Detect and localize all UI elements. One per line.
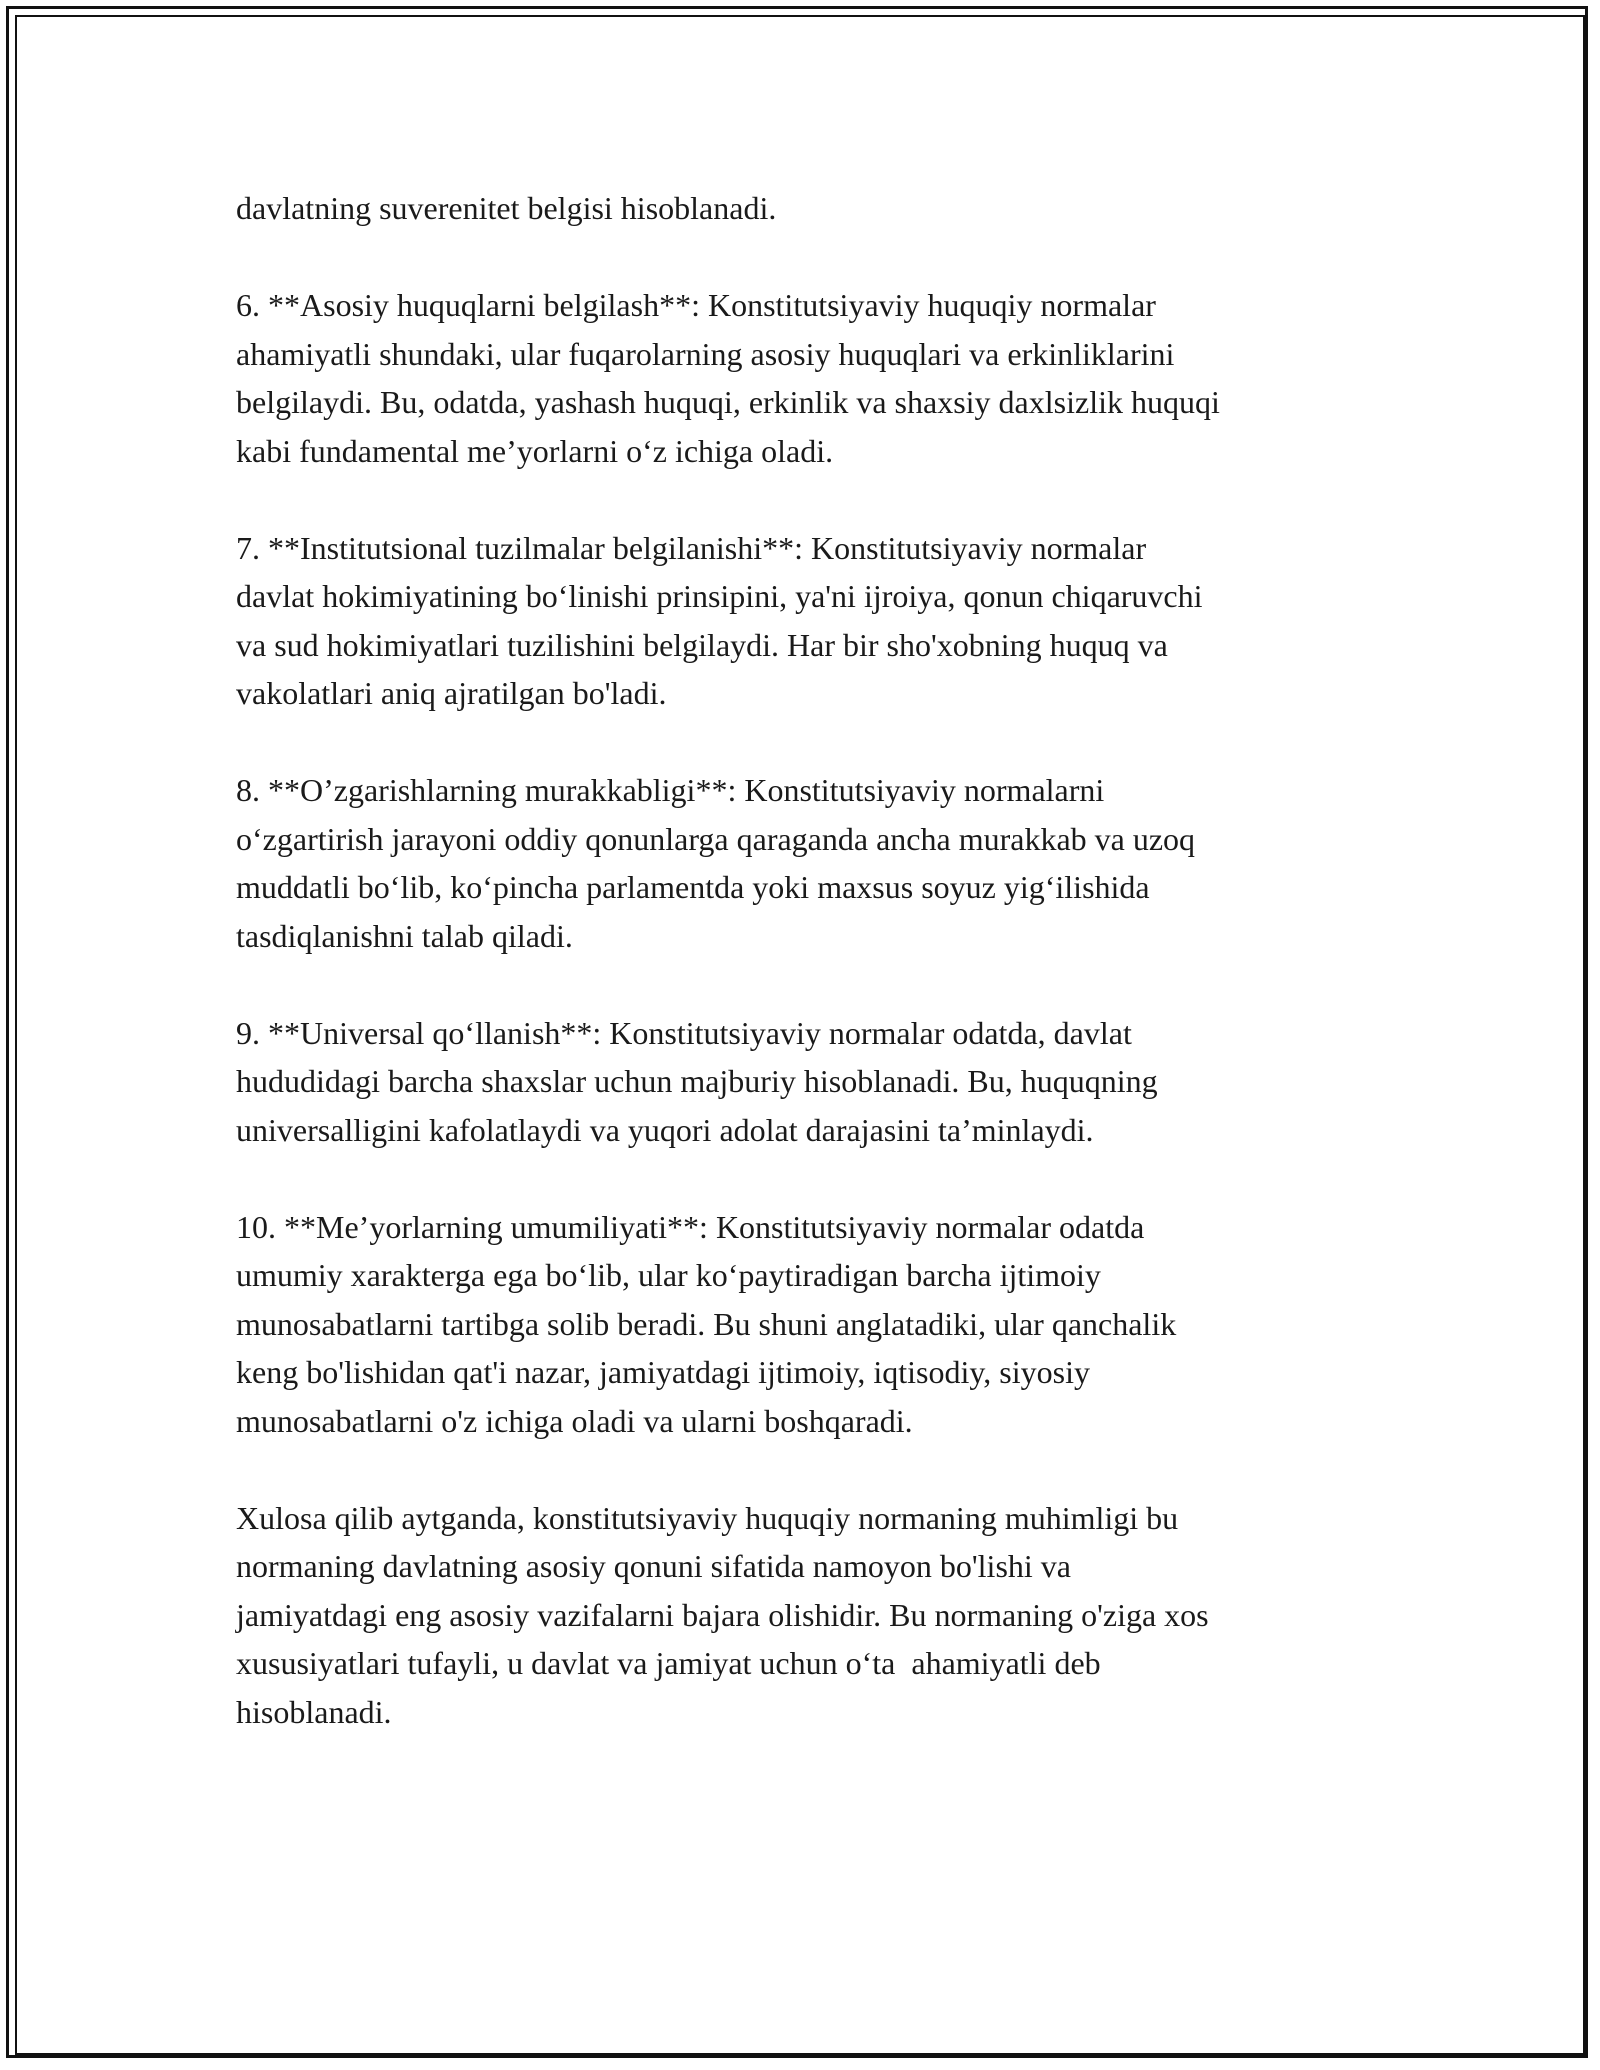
paragraph-item-10: 10. **Me’yorlarning umumiliyati**: Konstitutsiyaviy normalar odatda umumiy xarakterga ega bo‘lib, ular ko‘paytiradigan barcha ijtimoiy munosabatlarni tartibga solib beradi. Bu shuni anglatadiki, ular qanchalik keng bo'lishidan qat'i nazar, jamiyatdagi ijtimoiy, iqtisodiy, siyosiy munosabatlarni o'z ichiga oladi va ularni boshqaradi. <box>236 1208 1177 1439</box>
paragraph-continuation: davlatning suverenitet belgisi hisoblanadi. <box>236 190 777 226</box>
paragraph-item-9: 9. **Universal qo‘llanish**: Konstitutsiyaviy normalar odatda, davlat hududidagi barcha shaxslar uchun majburiy hisoblanadi. Bu, huquqning universalligini kafolatlaydi va yuqori adolat darajasini ta’minlaydi. <box>236 1014 1158 1148</box>
paragraph-item-8: 8. **O’zgarishlarning murakkabligi**: Konstitutsiyaviy normalarni o‘zgartirish jarayoni oddiy qonunlarga qaraganda ancha murakkab va uzoq muddatli bo‘lib, ko‘pincha parlamentda yoki maxsus soyuz yig‘ilishida tasdiqlanishni talab qiladi. <box>236 772 1196 954</box>
document-body <box>236 184 1376 1736</box>
paragraph-item-7: 7. **Institutsional tuzilmalar belgilanishi**: Konstitutsiyaviy normalar davlat hokimiyatining bo‘linishi prinsipini, ya'ni ijroiya, qonun chiqaruvchi va sud hokimiyatlari tuzilishini belgilaydi. Har bir sho'xobning huquq va vakolatlari aniq ajratilgan bo'ladi. <box>236 529 1203 711</box>
paragraph-conclusion: Xulosa qilib aytganda, konstitutsiyaviy huquqiy normaning muhimligi bu normaning davlatning asosiy qonuni sifatida namoyon bo'lishi va jamiyatdagi eng asosiy vazifalarni bajara olishidir. Bu normaning o'ziga xos xususiyatlari tufayli, u davlat va jamiyat uchun o‘ta ahamiyatli deb hisoblanadi. <box>236 1499 1209 1730</box>
paragraph-item-6: 6. **Asosiy huquqlarni belgilash**: Konstitutsiyaviy huquqiy normalar ahamiyatli shundaki, ular fuqarolarning asosiy huquqlari va erkinliklarini belgilaydi. Bu, odatda, yashash huquqi, erkinlik va shaxsiy daxlsizlik huquqi kabi fundamental me’yorlarni o‘z ichiga oladi. <box>236 287 1220 469</box>
